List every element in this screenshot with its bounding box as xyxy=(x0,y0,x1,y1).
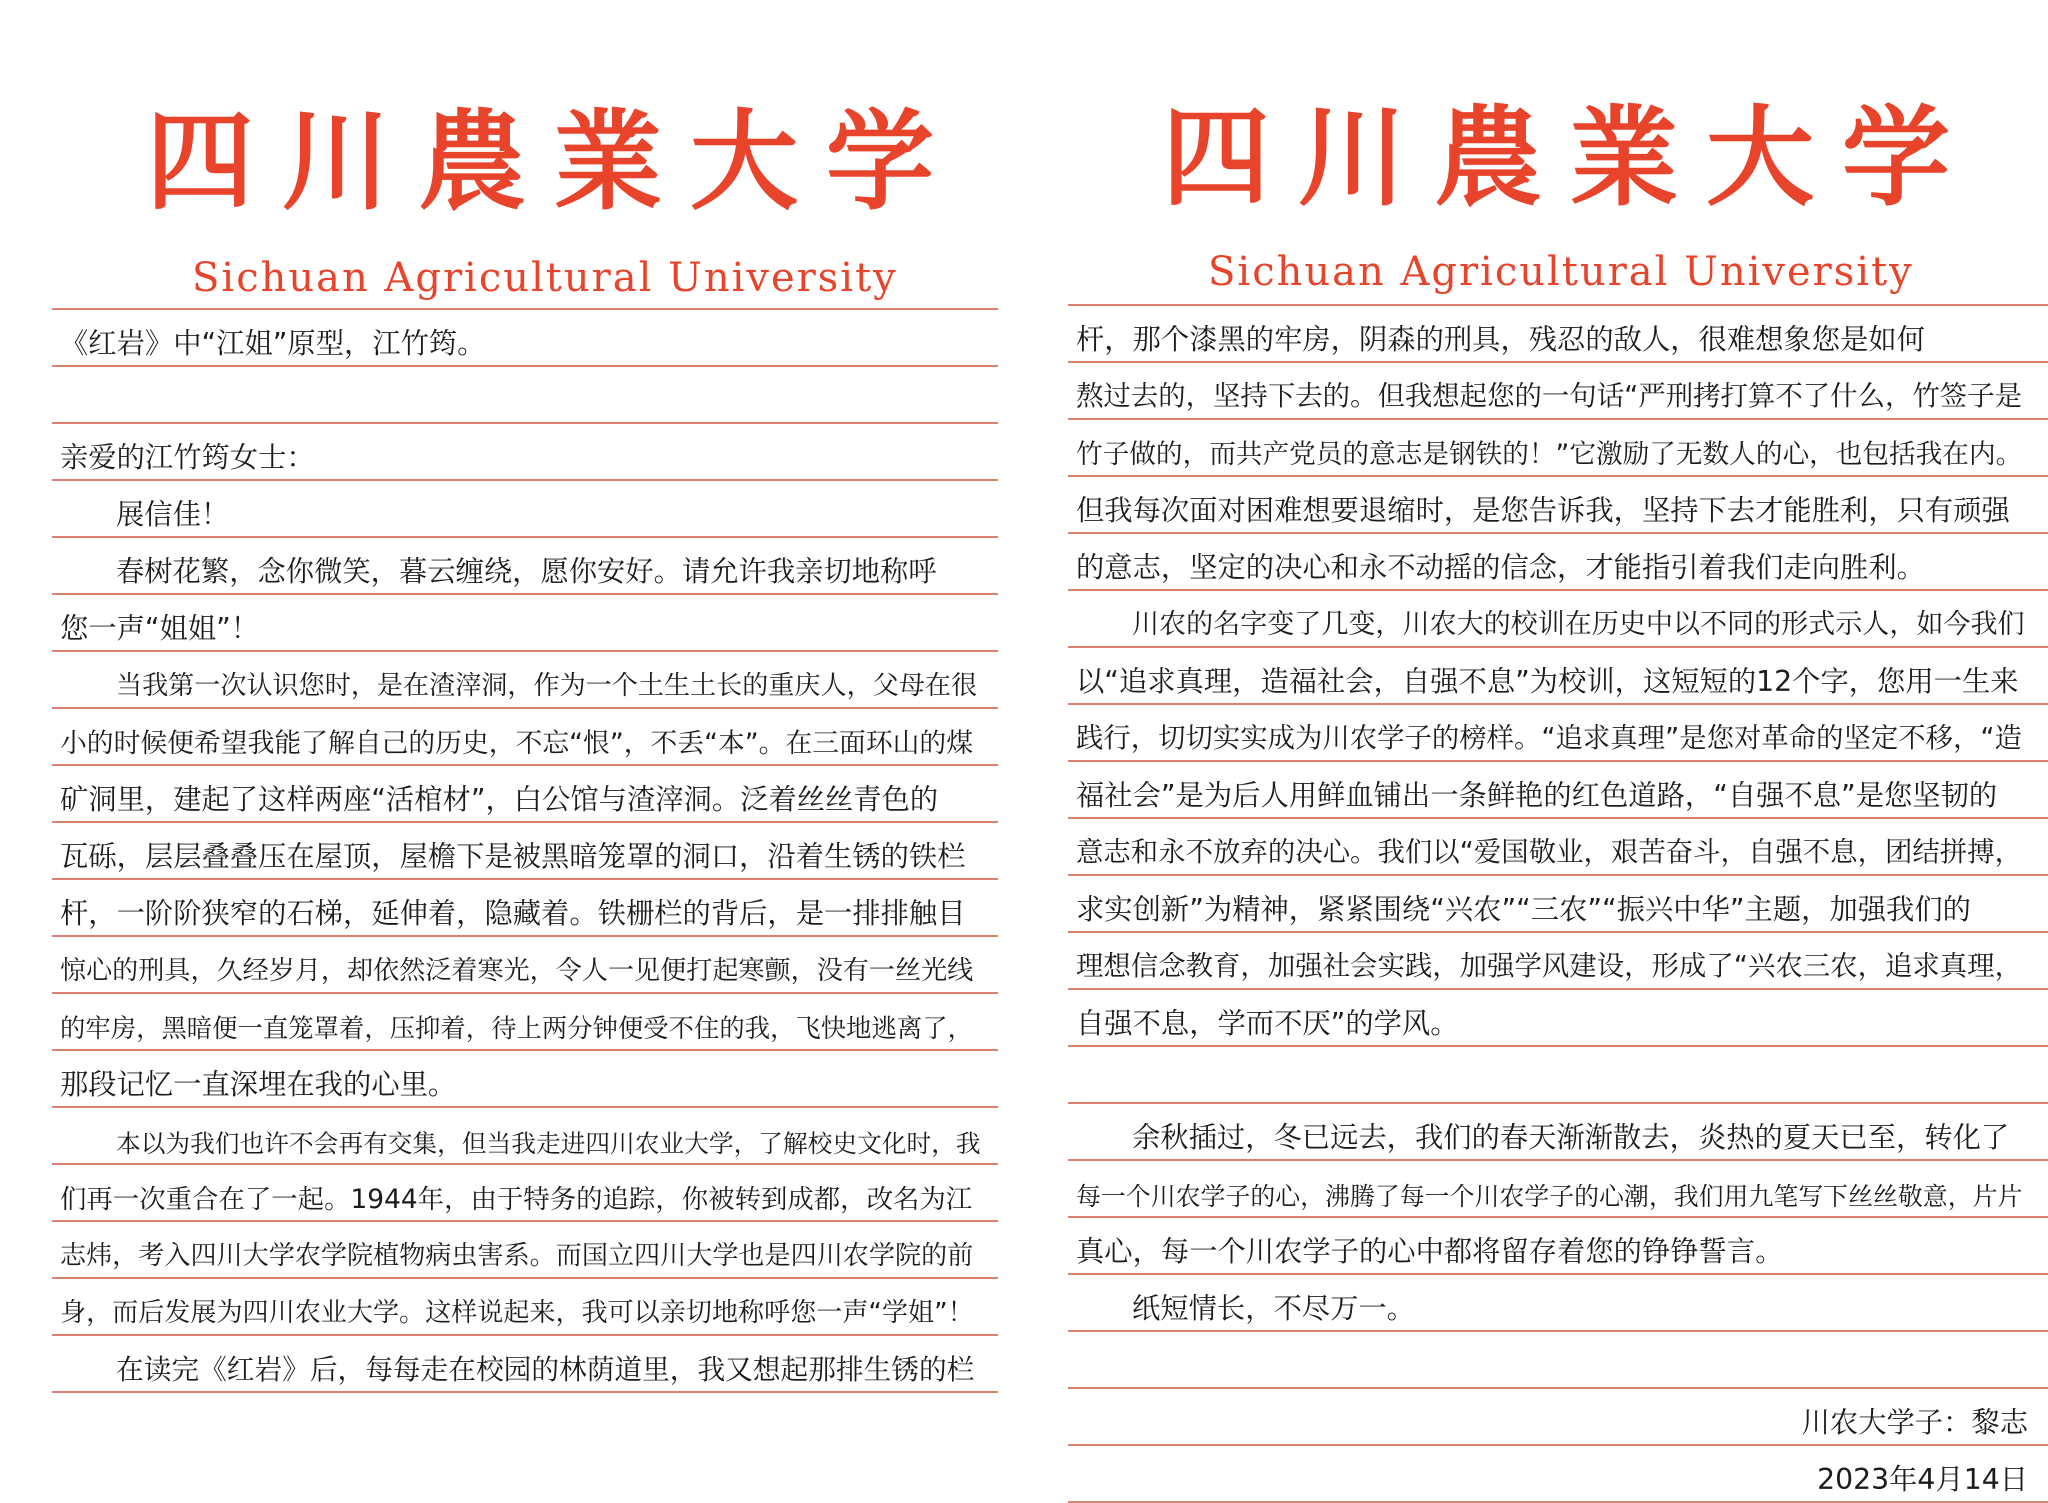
ruled-line xyxy=(52,538,998,595)
ruled-line xyxy=(1068,591,2048,648)
ruled-line xyxy=(1068,306,2048,363)
ruled-line xyxy=(52,367,998,424)
ruled-line xyxy=(1068,1275,2048,1332)
handwritten-line: 以“追求真理，造福社会，自强不息”为校训，这短短的12个字，您用一生来 xyxy=(1076,665,2019,697)
handwritten-line: 川农大学子：黎志 xyxy=(1801,1406,2028,1438)
handwritten-line: 自强不息，学而不厌”的学风。 xyxy=(1076,1007,1459,1039)
ruled-line xyxy=(52,994,998,1051)
ruled-line xyxy=(1068,1446,2048,1503)
handwritten-line: 2023年4月14日 xyxy=(1817,1463,2028,1495)
letter-page-1 xyxy=(0,0,1024,1403)
letterhead-chinese-name: 四川農業大学 xyxy=(1162,95,1979,221)
letter-page-2 xyxy=(1024,0,2048,1495)
handwritten-line: 的牢房，黑暗便一直笼罩着，压抑着，待上两分钟便受不住的我，飞快地逃离了， xyxy=(60,1015,973,1043)
ruled-line xyxy=(52,823,998,880)
handwritten-line: 真心，每一个川农学子的心中都将留存着您的铮铮誓言。 xyxy=(1076,1235,1784,1267)
ruled-line xyxy=(52,937,998,994)
handwritten-line: 熬过去的，坚持下去的。但我想起您的一句话“严刑拷打算不了什么，竹签子是 xyxy=(1076,381,2023,412)
handwritten-line: 竹子做的，而共产党员的意志是钢铁的！”它激励了无数人的心，也包括我在内。 xyxy=(1076,439,2023,469)
ruled-line xyxy=(1068,1161,2048,1218)
ruled-line xyxy=(52,1222,998,1279)
ruled-line xyxy=(1068,705,2048,762)
handwritten-line: 《红岩》中“江姐”原型，江竹筠。 xyxy=(60,327,486,359)
handwritten-line: 春树花繁，念你微笑，暮云缠绕，愿你安好。请允许我亲切地称呼 xyxy=(116,555,937,587)
ruled-line xyxy=(52,766,998,823)
ruled-line xyxy=(52,709,998,766)
ruled-line xyxy=(52,310,998,367)
handwritten-line: 小的时候便希望我能了解自己的历史，不忘“恨”，不丢“本”。在三面环山的煤 xyxy=(60,728,974,758)
ruled-line xyxy=(1068,876,2048,933)
handwritten-line: 意志和永不放弃的决心。我们以“爱国敬业，艰苦奋斗，自强不息，团结拼搏， xyxy=(1076,837,2023,868)
ruled-line xyxy=(1068,1389,2048,1446)
ruled-line xyxy=(52,1108,998,1165)
handwritten-line: 惊心的刑具，久经岁月，却依然泛着寒光，令人一见便打起寒颤，没有一丝光线 xyxy=(60,957,974,986)
handwritten-line: 求实创新”为精神，紧紧围绕“兴农”“三农”“振兴中华”主题，加强我们的 xyxy=(1076,893,1971,925)
handwritten-line: 福社会”是为后人用鲜血铺出一条鲜艳的红色道路，“自强不息”是您坚韧的 xyxy=(1076,779,1998,811)
ruled-line xyxy=(1068,1104,2048,1161)
ruled-line xyxy=(52,1165,998,1222)
handwritten-line: 矿洞里，建起了这样两座“活棺材”，白公馆与渣滓洞。泛着丝丝青色的 xyxy=(60,783,939,815)
handwritten-line: 杆，一阶阶狭窄的石梯，延伸着，隐藏着。铁栅栏的背后，是一排排触目 xyxy=(60,897,966,929)
ruled-line xyxy=(1068,648,2048,705)
ruled-lines xyxy=(1068,306,2048,1503)
handwritten-line: 瓦砾，层层叠叠压在屋顶，屋檐下是被黑暗笼罩的洞口，沿着生锈的铁栏 xyxy=(60,840,966,872)
handwritten-line: 践行，切切实实成为川农学子的榜样。“追求真理”是您对革命的坚定不移，“造 xyxy=(1076,723,2022,754)
letterhead-english-name: Sichuan Agricultural University xyxy=(1208,249,1914,295)
handwritten-line: 的意志，坚定的决心和永不动摇的信念，才能指引着我们走向胜利。 xyxy=(1076,551,1925,583)
ruled-line xyxy=(52,1336,998,1393)
handwritten-line: 身，而后发展为四川农业大学。这样说起来，我可以亲切地称呼您一声“学姐”！ xyxy=(60,1299,974,1328)
handwritten-line: 展信佳！ xyxy=(116,498,230,530)
handwritten-line: 们再一次重合在了一起。1944年，由于特务的追踪，你被转到成都，改名为江 xyxy=(60,1184,973,1214)
ruled-line xyxy=(1068,1332,2048,1389)
handwritten-line: 杆，那个漆黑的牢房，阴森的刑具，残忍的敌人，很难想象您是如何 xyxy=(1076,323,1925,355)
ruled-line xyxy=(1068,1218,2048,1275)
handwritten-line: 在读完《红岩》后，每每走在校园的林荫道里，我又想起那排生锈的栏 xyxy=(116,1354,975,1385)
handwritten-line: 亲爱的江竹筠女士： xyxy=(60,441,315,473)
handwritten-line: 志炜，考入四川大学农学院植物病虫害系。而国立四川大学也是四川农学院的前 xyxy=(60,1242,974,1271)
handwritten-line: 当我第一次认识您时，是在渣滓洞，作为一个土生土长的重庆人，父母在很 xyxy=(116,672,978,701)
letterhead-chinese-name: 四川農業大学 xyxy=(146,99,963,225)
ruled-line xyxy=(1068,990,2048,1047)
ruled-line xyxy=(52,1051,998,1108)
ruled-line xyxy=(1068,363,2048,420)
ruled-line xyxy=(52,880,998,937)
ruled-line xyxy=(1068,477,2048,534)
ruled-line xyxy=(1068,819,2048,876)
handwritten-line: 余秋插过，冬已远去，我们的春天渐渐散去，炎热的夏天已至，转化了 xyxy=(1132,1121,2010,1153)
ruled-line xyxy=(1068,1047,2048,1104)
ruled-line xyxy=(1068,933,2048,990)
letterhead-english-name: Sichuan Agricultural University xyxy=(192,255,898,301)
ruled-line xyxy=(52,595,998,652)
handwritten-line: 那段记忆一直深埋在我的心里。 xyxy=(60,1068,457,1100)
handwritten-line: 每一个川农学子的心，沸腾了每一个川农学子的心潮，我们用九笔写下丝丝敬意，片片 xyxy=(1076,1182,2023,1210)
handwritten-line: 本以为我们也许不会再有交集，但当我走进四川农业大学，了解校史文化时，我 xyxy=(116,1129,981,1157)
ruled-line xyxy=(52,424,998,481)
ruled-line xyxy=(52,652,998,709)
ruled-lines xyxy=(52,310,998,1393)
handwritten-line: 但我每次面对困难想要退缩时，是您告诉我，坚持下去才能胜利，只有顽强 xyxy=(1076,494,2010,526)
handwritten-line: 川农的名字变了几变，川农大的校训在历史中以不同的形式示人，如今我们 xyxy=(1132,610,2025,640)
handwritten-line: 理想信念教育，加强社会实践，加强学风建设，形成了“兴农三农，追求真理， xyxy=(1076,951,2023,982)
ruled-line xyxy=(52,481,998,538)
ruled-line xyxy=(1068,534,2048,591)
ruled-line xyxy=(1068,420,2048,477)
handwritten-line: 您一声“姐姐”！ xyxy=(60,612,260,644)
ruled-line xyxy=(1068,762,2048,819)
handwritten-line: 纸短情长，不尽万一。 xyxy=(1132,1292,1415,1324)
ruled-line xyxy=(52,1279,998,1336)
